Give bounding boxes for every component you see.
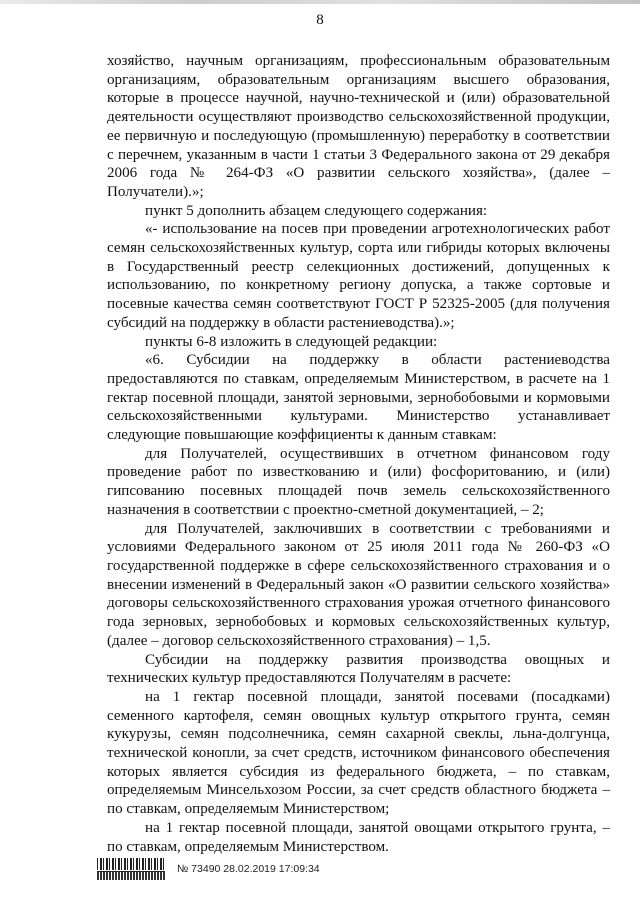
document-body — [107, 52, 610, 856]
paragraph: Субсидии на поддержку развития производства овощных и технических культур предоставляются Получателям в расчете: — [107, 651, 610, 687]
paragraph: «6. Субсидии на поддержку в области растениеводства предоставляются по ставкам, определяемым Министерством, в расчете на 1 гектар посевной площади, занятой зерновыми, зернобобовыми и кормовыми сельскохозяйственными культурами. Министерство устанавливает следующие повышающие коэффициенты к данным ставкам: — [107, 352, 610, 444]
stamp-text: № 73490 28.02.2019 17:09:34 — [177, 863, 320, 875]
paragraph: пункт 5 дополнить абзацем следующего содержания: — [145, 202, 488, 219]
page-number: 8 — [316, 12, 324, 28]
scan-edge — [0, 0, 640, 4]
paragraph: пункты 6-8 изложить в следующей редакции: — [145, 333, 438, 350]
paragraph: хозяйство, научным организациям, профессиональным образовательным организациям, образовательным организациям высшего образования, которые в процессе научной, научно-технической и (или) образовательной деятельности осуществляют производство сельскохозяйственной продукции, ее первичную и последующую (промышленную) переработку в соответствии с перечнем, указанным в части 1 статьи 3 Федерального закона от 29 декабря 2006 года № 264-ФЗ «О развитии сельского хозяйства», (далее – Получатели).»; — [107, 53, 610, 200]
paragraph: на 1 гектар посевной площади, занятой посевами (посадками) семенного картофеля, семян овощных культур открытого грунта, семян кукурузы, семян подсолнечника, семян сахарной свеклы, льна-долгунца, технической конопли, за счет средств, источником финансового обеспечения которых является субсидия из федерального бюджета, – по ставкам, определяемым Минсельхозом России, за счет средств областного бюджета – по ставкам, определяемым Министерством; — [107, 688, 610, 818]
paragraph: для Получателей, заключивших в соответствии с требованиями и условиями Федерального законом от 25 июля 2011 года № 260-ФЗ «О государственной поддержке в сфере сельскохозяйственного страхования и о внесении изменений в Федеральный закон «О развитии сельского хозяйства» договоры сельскохозяйственного страхования урожая отчетного финансового года зерновых, зернобобовых и кормовых сельскохозяйственных культур, (далее – договор сельскохозяйственного страхования) – 1,5. — [107, 520, 610, 649]
paragraph: на 1 гектар посевной площади, занятой овощами открытого грунта, – по ставкам, определяемым Министерством. — [107, 819, 610, 855]
paragraph: «- использование на посев при проведении агротехнологических работ семян сельскохозяйственных культур, сорта или гибриды которых включены в Государственный реестр селекционных достижений, допущенных к использованию, по конкретному региону допуска, а также сортовые и посевные качества семян соответствуют ГОСТ Р 52325-2005 (для получения субсидий на поддержку в области растениеводства).»; — [107, 221, 610, 331]
registration-stamp — [97, 855, 320, 883]
barcode-icon — [97, 858, 165, 880]
paragraph: для Получателей, осуществивших в отчетном финансовом году проведение работ по известкованию и (или) фосфоритованию, и (или) гипсованию посевных площадей почв земель сельскохозяйственного назначения в соответствии с проектно-сметной документацией, – 2; — [107, 445, 610, 518]
